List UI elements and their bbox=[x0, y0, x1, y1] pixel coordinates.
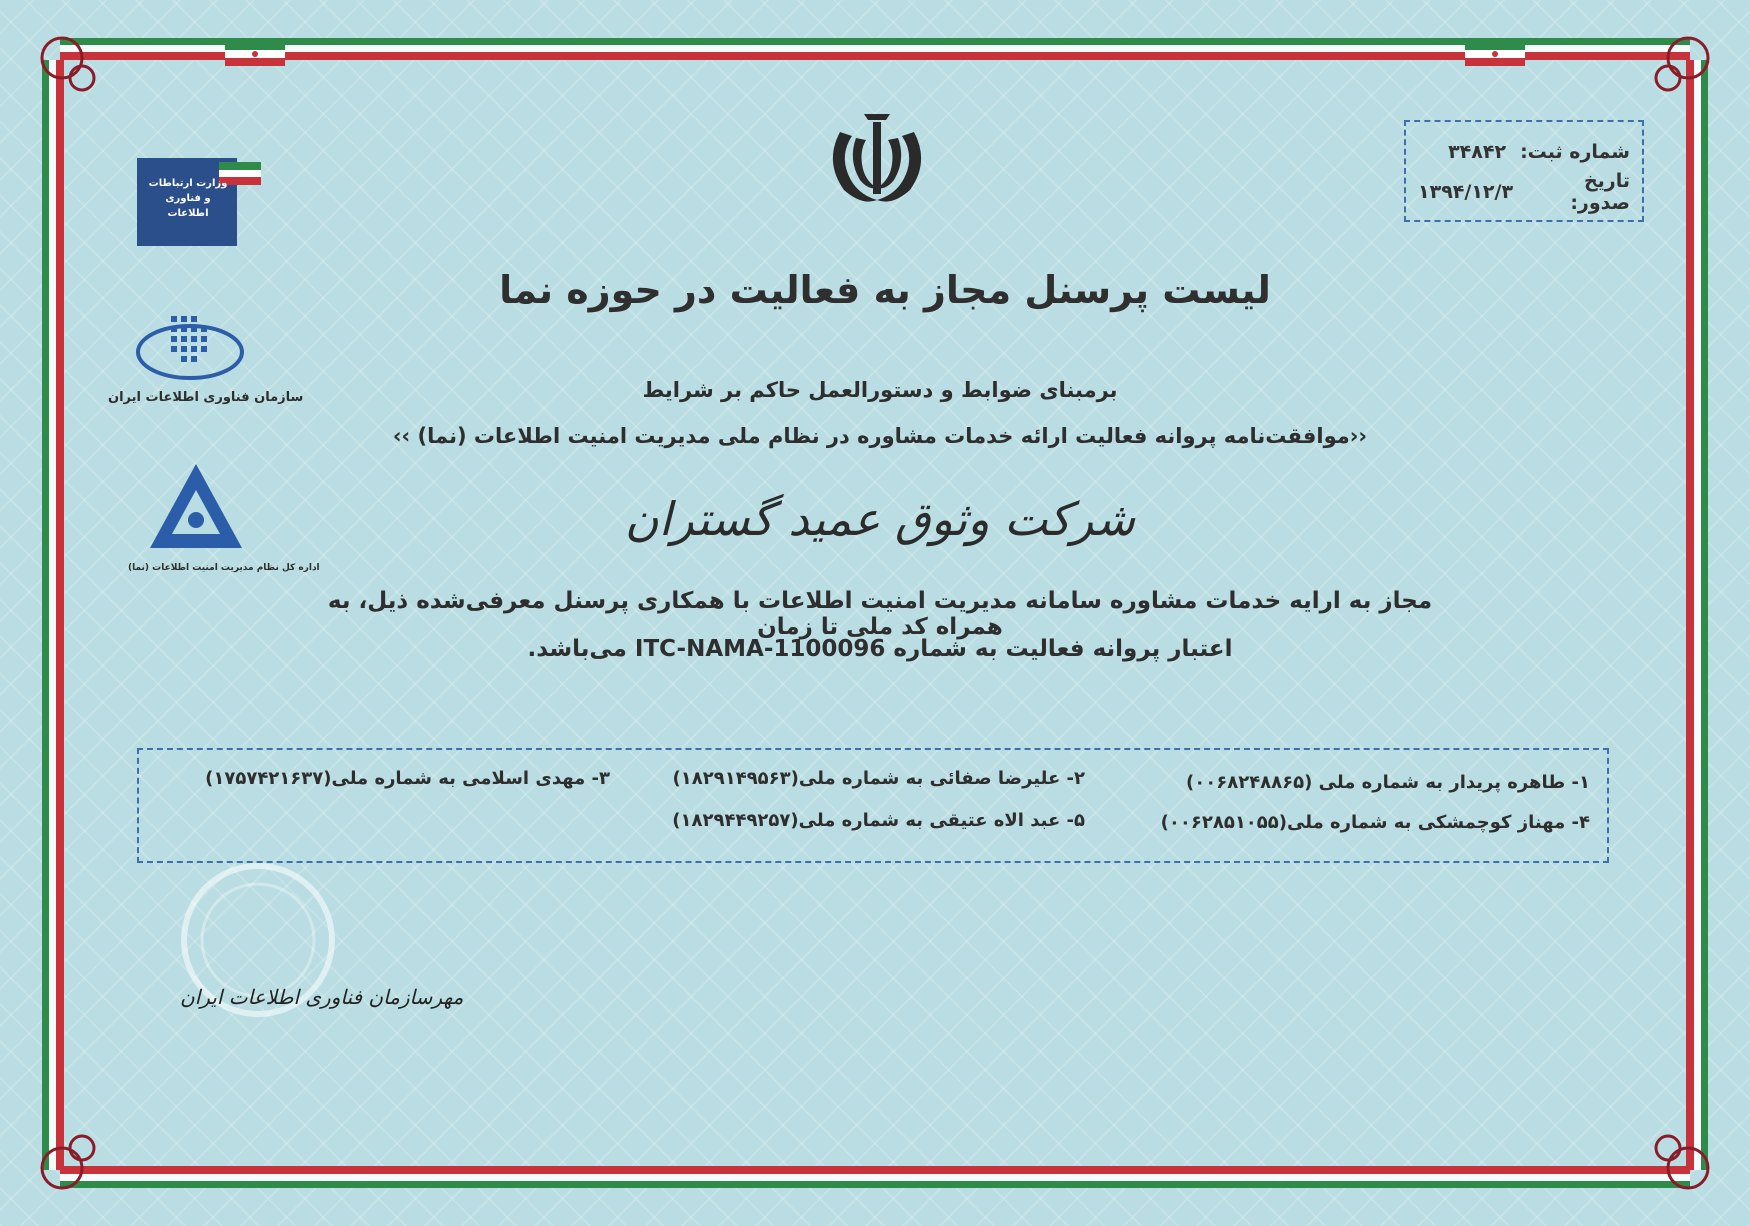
issue-date-row bbox=[1418, 172, 1630, 212]
staff-item-1: ۱- طاهره پریدار به شماره ملی (۰۰۶۸۲۴۸۸۶۵) bbox=[1186, 772, 1590, 793]
ito-logo-caption: سازمان فناوری اطلاعات ایران bbox=[108, 390, 304, 405]
body-line-1: مجاز به ارایه خدمات مشاوره سامانه مدیریت امنیت اطلاعات با همکاری پرسنل معرفی‌شده ذیل، به همراه کد ملی تا زمان bbox=[327, 588, 1433, 640]
ito-logo-icon bbox=[135, 312, 245, 392]
ministry-logo-caption: وزارت ارتباطات و فناوری اطلاعات bbox=[148, 178, 228, 219]
issue-date-label: تاریخ صدور: bbox=[1570, 170, 1630, 214]
nama-logo-icon bbox=[148, 462, 244, 554]
staff-item-3: ۳- مهدی اسلامی به شماره ملی(۱۷۵۷۴۲۱۶۳۷) bbox=[205, 768, 610, 789]
staff-item-2: ۲- علیرضا صفائی به شماره ملی(۱۸۲۹۱۴۹۵۶۳) bbox=[672, 768, 1085, 789]
staff-item-5: ۵- عبد الاه عتیقی به شماره ملی(۱۸۲۹۴۴۹۲۵۷) bbox=[672, 810, 1085, 831]
seal-caption: مهرسازمان فناوری اطلاعات ایران bbox=[180, 985, 464, 1009]
flag-icon-left bbox=[225, 42, 285, 66]
registration-box bbox=[1404, 120, 1644, 222]
staff-list-box bbox=[137, 748, 1609, 863]
body-line-2: اعتبار پروانه فعالیت به شماره ITC-NAMA-1100096 می‌باشد. bbox=[527, 636, 1233, 662]
registration-number-row bbox=[1418, 132, 1630, 172]
registration-number-value: ۳۴۸۴۲ bbox=[1448, 141, 1507, 163]
nama-logo bbox=[148, 462, 244, 554]
national-emblem-icon bbox=[822, 102, 932, 212]
page-title: لیست پرسنل مجاز به فعالیت در حوزه نما bbox=[499, 268, 1271, 312]
staff-item-4: ۴- مهناز کوچمشکی به شماره ملی(۰۰۶۲۸۵۱۰۵۵) bbox=[1160, 812, 1590, 833]
company-name: شرکت وثوق عمید گستران bbox=[624, 492, 1136, 546]
registration-number-label: شماره ثبت: bbox=[1520, 141, 1630, 163]
nama-logo-caption: اداره کل نظام مدیریت امنیت اطلاعات (نما) bbox=[128, 563, 320, 573]
flag-icon-right bbox=[1465, 42, 1525, 66]
intro-line-2: ‹‹موافقت‌نامه پروانه فعالیت ارائه خدمات مشاوره در نظام ملی مدیریت امنیت اطلاعات (نما) ›› bbox=[392, 424, 1368, 448]
intro-line-1: برمبنای ضوابط و دستورالعمل حاکم بر شرایط bbox=[642, 378, 1118, 402]
issue-date-value: ۱۳۹۴/۱۲/۳ bbox=[1418, 181, 1514, 203]
ito-logo bbox=[135, 312, 245, 392]
